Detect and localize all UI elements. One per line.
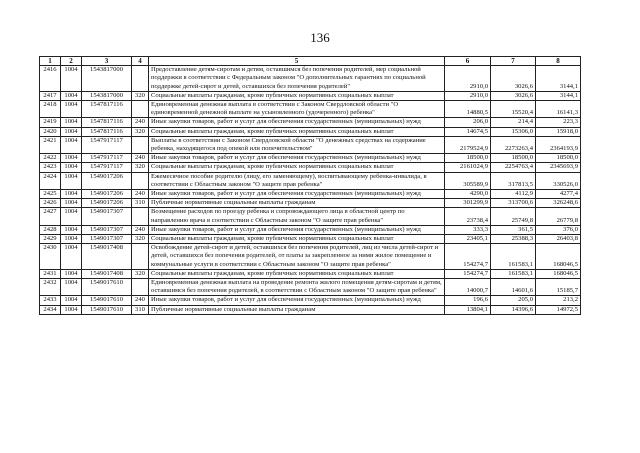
column-header: 6: [445, 57, 491, 66]
target-article-cell: 1549017307: [82, 225, 132, 234]
row-number-cell: 2421: [40, 136, 61, 153]
amount-year2-cell: 161583,1: [491, 269, 536, 278]
description-cell: Единовременная денежная выплата на проведение ремонта жилого помещения детям-сиротам и детям, оставшимся без попечения родителей, в соответствии с Областным законом "О защите прав ребенка": [149, 279, 445, 296]
target-article-cell: 1549017307: [82, 208, 132, 225]
expense-type-cell: 310: [132, 199, 149, 208]
target-article-cell: 1549017206: [82, 172, 132, 189]
row-number-cell: 2427: [40, 208, 61, 225]
amount-year2-cell: 18500,0: [491, 154, 536, 163]
table-row: [40, 269, 581, 278]
description-cell: Иные закупки товаров, работ и услуг для обеспечения государственных (муниципальных) нужд: [149, 190, 445, 199]
target-article-cell: 1547917117: [82, 163, 132, 172]
section-code-cell: 1004: [61, 208, 82, 225]
expense-type-cell: 240: [132, 118, 149, 127]
description-cell: Социальные выплаты гражданам, кроме публичных нормативных социальных выплат: [149, 127, 445, 136]
budget-table: [39, 56, 581, 315]
section-code-cell: 1004: [61, 269, 82, 278]
amount-year1-cell: 14674,5: [445, 127, 491, 136]
target-article-cell: 1549017408: [82, 269, 132, 278]
column-header: 5: [149, 57, 445, 66]
table-row: [40, 199, 581, 208]
description-cell: Иные закупки товаров, работ и услуг для обеспечения государственных (муниципальных) нужд: [149, 118, 445, 127]
section-code-cell: 1004: [61, 91, 82, 100]
table-row: [40, 225, 581, 234]
table-row: [40, 296, 581, 305]
amount-year3-cell: 376,0: [536, 225, 581, 234]
row-number-cell: 2433: [40, 296, 61, 305]
amount-year3-cell: 26779,8: [536, 208, 581, 225]
page-number: 136: [310, 30, 330, 45]
expense-type-cell: [132, 66, 149, 92]
amount-year2-cell: 161583,1: [491, 244, 536, 270]
description-cell: Выплаты в соответствии с Законом Свердловской области "О денежных средствах на содержание ребенка, находящегося под опекой или попечительством": [149, 136, 445, 153]
target-article-cell: 1543817000: [82, 66, 132, 92]
amount-year1-cell: 2161024,9: [445, 163, 491, 172]
amount-year1-cell: 154274,7: [445, 269, 491, 278]
expense-type-cell: 320: [132, 269, 149, 278]
header-row: [40, 57, 581, 66]
amount-year1-cell: 2179524,9: [445, 136, 491, 153]
amount-year2-cell: 205,0: [491, 296, 536, 305]
section-code-cell: 1004: [61, 235, 82, 244]
amount-year2-cell: 3026,6: [491, 91, 536, 100]
target-article-cell: 1549017610: [82, 296, 132, 305]
expense-type-cell: [132, 101, 149, 118]
section-code-cell: 1004: [61, 118, 82, 127]
expense-type-cell: 240: [132, 296, 149, 305]
table-row: [40, 235, 581, 244]
section-code-cell: 1004: [61, 225, 82, 234]
amount-year3-cell: 4277,4: [536, 190, 581, 199]
table-row: [40, 127, 581, 136]
table-row: [40, 154, 581, 163]
amount-year2-cell: 2254763,4: [491, 163, 536, 172]
amount-year3-cell: 223,3: [536, 118, 581, 127]
expense-type-cell: [132, 208, 149, 225]
amount-year2-cell: 2273263,4: [491, 136, 536, 153]
target-article-cell: 1543817000: [82, 91, 132, 100]
section-code-cell: 1004: [61, 279, 82, 296]
table-row: [40, 101, 581, 118]
section-code-cell: 1004: [61, 172, 82, 189]
table-row: [40, 66, 581, 92]
column-header: 4: [132, 57, 149, 66]
amount-year1-cell: 305589,9: [445, 172, 491, 189]
expense-type-cell: 320: [132, 163, 149, 172]
description-cell: Возмещение расходов по проезду ребенка и сопровождающего лица в областной центр по направлению врача в соответствии с Областным законом "О защите прав ребенка": [149, 208, 445, 225]
target-article-cell: 1549017610: [82, 305, 132, 314]
row-number-cell: 2430: [40, 244, 61, 270]
description-cell: Иные закупки товаров, работ и услуг для обеспечения государственных (муниципальных) нужд: [149, 154, 445, 163]
column-header: 8: [536, 57, 581, 66]
section-code-cell: 1004: [61, 163, 82, 172]
table-row: [40, 305, 581, 314]
row-number-cell: 2419: [40, 118, 61, 127]
table-row: [40, 279, 581, 296]
amount-year1-cell: 4290,0: [445, 190, 491, 199]
target-article-cell: 1547817116: [82, 118, 132, 127]
amount-year2-cell: 25388,3: [491, 235, 536, 244]
row-number-cell: 2420: [40, 127, 61, 136]
description-cell: Социальные выплаты гражданам, кроме публичных нормативных социальных выплат: [149, 235, 445, 244]
section-code-cell: 1004: [61, 66, 82, 92]
description-cell: Освобождение детей-сирот и детей, оставшихся без попечения родителей, лиц из числа детей-сирот и детей, оставшихся без попечения родителей, от платы за закрепленное за ними жилое помещение и коммунальные услуги в соответствии с Областным законом "О защите прав ребенка": [149, 244, 445, 270]
section-code-cell: 1004: [61, 296, 82, 305]
table-row: [40, 118, 581, 127]
target-article-cell: 1549017206: [82, 199, 132, 208]
column-header: 2: [61, 57, 82, 66]
amount-year2-cell: 3026,6: [491, 66, 536, 92]
row-number-cell: 2432: [40, 279, 61, 296]
target-article-cell: 1547917117: [82, 136, 132, 153]
row-number-cell: 2425: [40, 190, 61, 199]
row-number-cell: 2418: [40, 101, 61, 118]
expense-type-cell: 310: [132, 305, 149, 314]
table-row: [40, 163, 581, 172]
section-code-cell: 1004: [61, 305, 82, 314]
expense-type-cell: 240: [132, 225, 149, 234]
description-cell: Социальные выплаты гражданам, кроме публичных нормативных социальных выплат: [149, 91, 445, 100]
row-number-cell: 2423: [40, 163, 61, 172]
expense-type-cell: [132, 244, 149, 270]
amount-year1-cell: 196,6: [445, 296, 491, 305]
amount-year3-cell: 3144,1: [536, 66, 581, 92]
description-cell: Предоставление детям-сиротам и детям, оставшимся без попечения родителей, мер социальной поддержки в соответствии с Федеральным законом "О дополнительных гарантиях по социальной поддержке детей-сирот и детей, оставшихся без попечения родителей": [149, 66, 445, 92]
target-article-cell: 1547817116: [82, 101, 132, 118]
amount-year2-cell: 313700,6: [491, 199, 536, 208]
table-row: [40, 244, 581, 270]
amount-year3-cell: 168046,5: [536, 244, 581, 270]
section-code-cell: 1004: [61, 244, 82, 270]
description-cell: Единовременная денежная выплата в соответствии с Законом Свердловской области "О единовременной денежной выплате на усыновленного (удочеренного) ребенка": [149, 101, 445, 118]
expense-type-cell: [132, 279, 149, 296]
amount-year1-cell: 154274,7: [445, 244, 491, 270]
section-code-cell: 1004: [61, 199, 82, 208]
amount-year3-cell: 18500,0: [536, 154, 581, 163]
row-number-cell: 2424: [40, 172, 61, 189]
amount-year1-cell: 14000,7: [445, 279, 491, 296]
amount-year2-cell: 317813,5: [491, 172, 536, 189]
row-number-cell: 2434: [40, 305, 61, 314]
amount-year3-cell: 168046,5: [536, 269, 581, 278]
expense-type-cell: [132, 136, 149, 153]
expense-type-cell: [132, 172, 149, 189]
description-cell: Социальные выплаты гражданам, кроме публичных нормативных социальных выплат: [149, 163, 445, 172]
expense-type-cell: 320: [132, 127, 149, 136]
amount-year3-cell: 14972,5: [536, 305, 581, 314]
amount-year2-cell: 25749,8: [491, 208, 536, 225]
amount-year3-cell: 326248,6: [536, 199, 581, 208]
target-article-cell: 1549017307: [82, 235, 132, 244]
target-article-cell: 1549017610: [82, 279, 132, 296]
row-number-cell: 2422: [40, 154, 61, 163]
target-article-cell: 1549017206: [82, 190, 132, 199]
section-code-cell: 1004: [61, 154, 82, 163]
amount-year3-cell: 26403,8: [536, 235, 581, 244]
table-row: [40, 190, 581, 199]
target-article-cell: 1547817116: [82, 127, 132, 136]
amount-year2-cell: 14396,6: [491, 305, 536, 314]
amount-year3-cell: 15918,0: [536, 127, 581, 136]
column-header: 7: [491, 57, 536, 66]
amount-year2-cell: 214,4: [491, 118, 536, 127]
section-code-cell: 1004: [61, 127, 82, 136]
row-number-cell: 2417: [40, 91, 61, 100]
amount-year3-cell: 3144,1: [536, 91, 581, 100]
table-row: [40, 136, 581, 153]
amount-year3-cell: 213,2: [536, 296, 581, 305]
column-header: 1: [40, 57, 61, 66]
column-header: 3: [82, 57, 132, 66]
table-body: [40, 66, 581, 315]
amount-year1-cell: 23738,4: [445, 208, 491, 225]
description-cell: Иные закупки товаров, работ и услуг для обеспечения государственных (муниципальных) нужд: [149, 296, 445, 305]
amount-year2-cell: 361,5: [491, 225, 536, 234]
amount-year3-cell: 2345693,9: [536, 163, 581, 172]
description-cell: Иные закупки товаров, работ и услуг для обеспечения государственных (муниципальных) нужд: [149, 225, 445, 234]
amount-year1-cell: 301299,9: [445, 199, 491, 208]
amount-year1-cell: 2910,0: [445, 66, 491, 92]
row-number-cell: 2428: [40, 225, 61, 234]
amount-year1-cell: 18500,0: [445, 154, 491, 163]
row-number-cell: 2416: [40, 66, 61, 92]
amount-year2-cell: 15520,4: [491, 101, 536, 118]
amount-year1-cell: 333,3: [445, 225, 491, 234]
amount-year3-cell: 2364193,9: [536, 136, 581, 153]
amount-year3-cell: 15185,7: [536, 279, 581, 296]
amount-year1-cell: 14880,5: [445, 101, 491, 118]
row-number-cell: 2431: [40, 269, 61, 278]
target-article-cell: 1547917117: [82, 154, 132, 163]
amount-year3-cell: 16141,3: [536, 101, 581, 118]
amount-year2-cell: 15306,0: [491, 127, 536, 136]
expense-type-cell: 320: [132, 235, 149, 244]
expense-type-cell: 240: [132, 154, 149, 163]
amount-year1-cell: 2910,0: [445, 91, 491, 100]
amount-year2-cell: 4112,9: [491, 190, 536, 199]
section-code-cell: 1004: [61, 101, 82, 118]
expense-type-cell: 320: [132, 91, 149, 100]
section-code-cell: 1004: [61, 190, 82, 199]
row-number-cell: 2429: [40, 235, 61, 244]
amount-year2-cell: 14601,6: [491, 279, 536, 296]
row-number-cell: 2426: [40, 199, 61, 208]
target-article-cell: 1549017408: [82, 244, 132, 270]
amount-year1-cell: 13804,1: [445, 305, 491, 314]
amount-year1-cell: 23405,1: [445, 235, 491, 244]
description-cell: Публичные нормативные социальные выплаты гражданам: [149, 199, 445, 208]
amount-year1-cell: 206,0: [445, 118, 491, 127]
table-row: [40, 91, 581, 100]
table-row: [40, 208, 581, 225]
expense-type-cell: 240: [132, 190, 149, 199]
section-code-cell: 1004: [61, 136, 82, 153]
table-row: [40, 172, 581, 189]
description-cell: Ежемесячное пособие родителю (лицу, его заменяющему), воспитывающему ребенка-инвалида, в соответствии с Областным законом "О защите прав ребенка": [149, 172, 445, 189]
amount-year3-cell: 330526,0: [536, 172, 581, 189]
description-cell: Социальные выплаты гражданам, кроме публичных нормативных социальных выплат: [149, 269, 445, 278]
description-cell: Публичные нормативные социальные выплаты гражданам: [149, 305, 445, 314]
